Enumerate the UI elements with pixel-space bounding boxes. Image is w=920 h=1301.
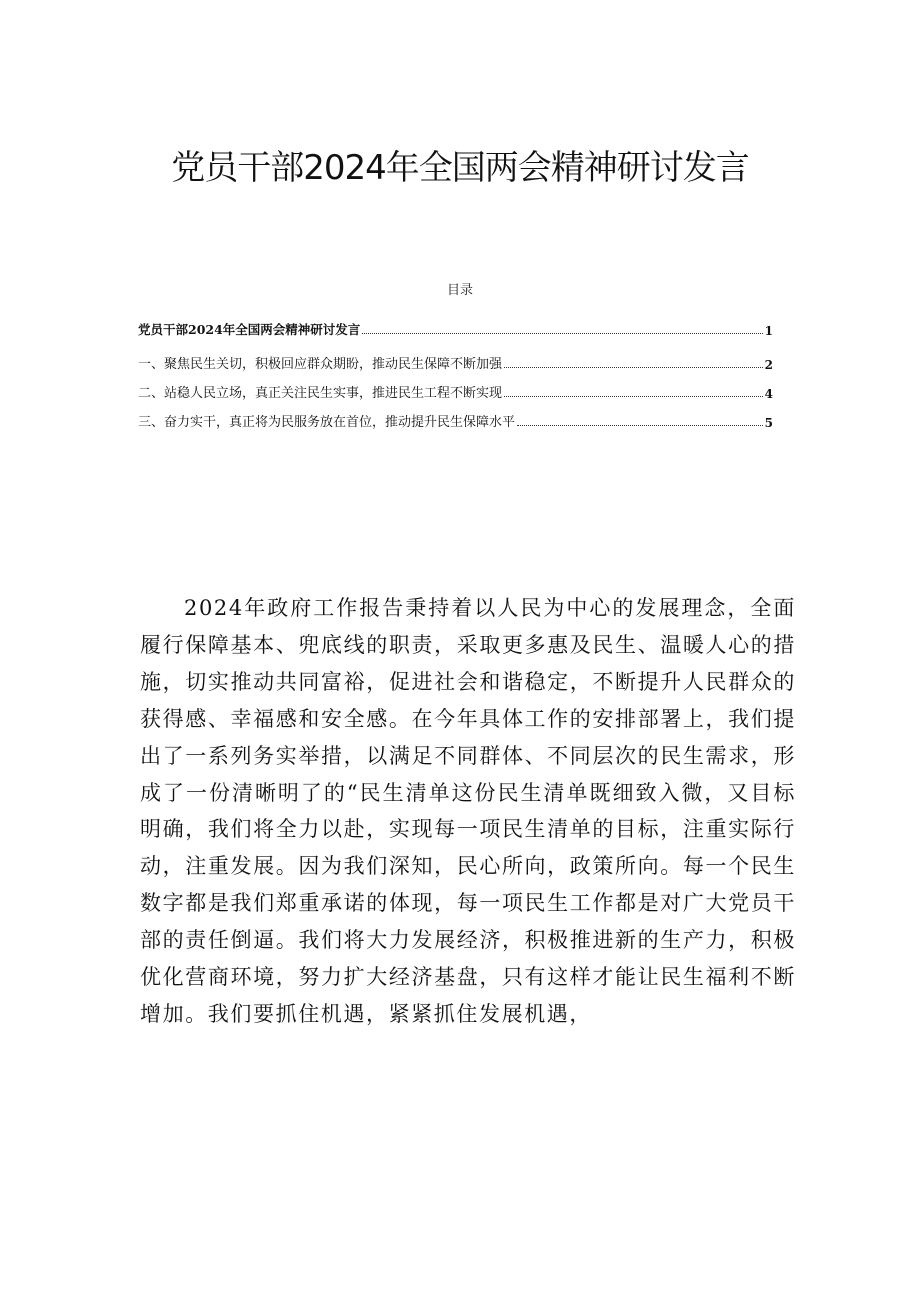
toc-entry-title: 党员干部2024年全国两会精神研讨发言 xyxy=(138,322,361,337)
toc-dot-leader xyxy=(504,366,763,368)
toc-entry-page: 1 xyxy=(764,324,773,338)
toc-entry[interactable] xyxy=(138,318,773,338)
document-title: 党员干部2024年全国两会精神研讨发言 xyxy=(171,148,749,188)
toc-entry[interactable] xyxy=(138,410,773,430)
toc-entry-page: 5 xyxy=(764,416,773,430)
toc-entry-title: 二、站稳人民立场，真正关注民生实事，推进民生工程不断实现 xyxy=(138,382,504,401)
body-paragraph: 2024年政府工作报告秉持着以人民为中心的发展理念，全面履行保障基本、兜底线的职责，采取更多惠及民生、温暖人心的措施，切实推动共同富裕，促进社会和谐稳定，不断提升人民群众的获得感、幸福感和安全感。在今年具体工作的安排部署上，我们提出了一系列务实举措，以满足不同群体、不同层次的民生需求，形成了一份清晰明了的“民生清单这份民生清单既细致入微，又目标明确，我们将全力以赴，实现每一项民生清单的目标，注重实际行动，注重发展。因为我们深知，民心所向，政策所向。每一个民生数字都是我们郑重承诺的体现，每一项民生工作都是对广大党员干部的责任倒逼。我们将大力发展经济，积极推进新的生产力，积极优化营商环境，努力扩大经济基盘，只有这样才能让民生福利不断增加。我们要抓住机遇，紧紧抓住发展机遇， xyxy=(140,596,796,1026)
toc-dot-leader xyxy=(362,332,762,334)
toc-dot-leader xyxy=(504,395,763,397)
toc-heading: 目录 xyxy=(446,283,473,298)
toc-entry-title: 一、聚焦民生关切，积极回应群众期盼，推动民生保障不断加强 xyxy=(138,353,504,372)
toc-entry-page: 4 xyxy=(764,387,773,401)
toc-entry-title: 三、奋力实干，真正将为民服务放在首位，推动提升民生保障水平 xyxy=(138,411,517,430)
toc-entry-page: 2 xyxy=(764,358,773,372)
toc-entry[interactable] xyxy=(138,352,773,372)
table-of-contents xyxy=(138,318,773,430)
toc-entry[interactable] xyxy=(138,381,773,401)
toc-dot-leader xyxy=(517,424,763,426)
